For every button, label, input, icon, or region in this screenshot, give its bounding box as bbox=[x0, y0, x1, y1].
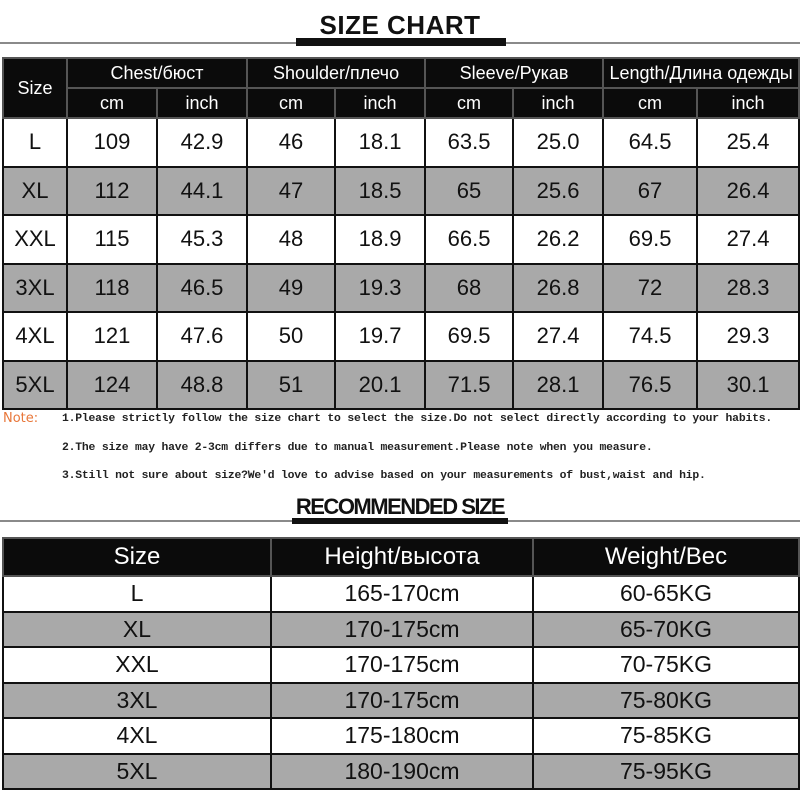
size-cell: 5XL bbox=[3, 361, 67, 410]
recommended-size-table bbox=[2, 537, 800, 790]
rec-weight-cell: 75-85KG bbox=[533, 718, 799, 754]
rec-height-header: Height/высота bbox=[271, 538, 533, 576]
length-cm-cell: 69.5 bbox=[603, 215, 697, 264]
unit-header-cm: cm bbox=[603, 88, 697, 118]
sleeve-inch-cell: 26.8 bbox=[513, 264, 603, 313]
rec-height-cell: 170-175cm bbox=[271, 612, 533, 648]
sleeve-inch-cell: 26.2 bbox=[513, 215, 603, 264]
rec-weight-cell: 75-80KG bbox=[533, 683, 799, 719]
size-cell: 4XL bbox=[3, 312, 67, 361]
size-cell: 3XL bbox=[3, 264, 67, 313]
sleeve-cm-cell: 68 bbox=[425, 264, 513, 313]
chest-cm-cell: 121 bbox=[67, 312, 157, 361]
note-label: Note: bbox=[3, 411, 39, 426]
length-cm-cell: 74.5 bbox=[603, 312, 697, 361]
table-row bbox=[3, 754, 799, 790]
length-inch-cell: 27.4 bbox=[697, 215, 799, 264]
chest-inch-cell: 46.5 bbox=[157, 264, 247, 313]
chest-inch-cell: 42.9 bbox=[157, 118, 247, 167]
rec-height-cell: 175-180cm bbox=[271, 718, 533, 754]
sleeve-cm-cell: 66.5 bbox=[425, 215, 513, 264]
shoulder-group-header: Shoulder/плечо bbox=[247, 58, 425, 88]
sleeve-inch-cell: 25.0 bbox=[513, 118, 603, 167]
chest-cm-cell: 118 bbox=[67, 264, 157, 313]
length-inch-cell: 25.4 bbox=[697, 118, 799, 167]
table-row bbox=[3, 718, 799, 754]
table-row bbox=[3, 576, 799, 612]
sleeve-inch-cell: 28.1 bbox=[513, 361, 603, 410]
shoulder-cm-cell: 50 bbox=[247, 312, 335, 361]
unit-header-inch: inch bbox=[513, 88, 603, 118]
chest-inch-cell: 48.8 bbox=[157, 361, 247, 410]
rec-weight-header: Weight/Вес bbox=[533, 538, 799, 576]
table-row bbox=[3, 647, 799, 683]
rec-height-cell: 170-175cm bbox=[271, 683, 533, 719]
shoulder-cm-cell: 47 bbox=[247, 167, 335, 216]
notes-section bbox=[0, 408, 800, 488]
sleeve-cm-cell: 65 bbox=[425, 167, 513, 216]
note-line: 1.Please strictly follow the size chart to select the size.Do not select directly according to your habits. bbox=[62, 413, 772, 425]
sleeve-inch-cell: 27.4 bbox=[513, 312, 603, 361]
note-line: 2.The size may have 2-3cm differs due to manual measurement.Please note when you measure. bbox=[62, 442, 653, 454]
shoulder-inch-cell: 19.3 bbox=[335, 264, 425, 313]
rec-weight-cell: 75-95KG bbox=[533, 754, 799, 790]
sleeve-cm-cell: 71.5 bbox=[425, 361, 513, 410]
length-cm-cell: 72 bbox=[603, 264, 697, 313]
chest-cm-cell: 124 bbox=[67, 361, 157, 410]
sleeve-cm-cell: 63.5 bbox=[425, 118, 513, 167]
recommended-title: RECOMMENDED SIZE bbox=[295, 494, 505, 519]
rec-weight-cell: 65-70KG bbox=[533, 612, 799, 648]
sleeve-cm-cell: 69.5 bbox=[425, 312, 513, 361]
length-cm-cell: 76.5 bbox=[603, 361, 697, 410]
rec-height-cell: 180-190cm bbox=[271, 754, 533, 790]
recommended-title-bar bbox=[0, 486, 800, 530]
length-cm-cell: 64.5 bbox=[603, 118, 697, 167]
rec-size-cell: XL bbox=[3, 612, 271, 648]
shoulder-cm-cell: 46 bbox=[247, 118, 335, 167]
shoulder-cm-cell: 49 bbox=[247, 264, 335, 313]
length-inch-cell: 28.3 bbox=[697, 264, 799, 313]
rec-weight-cell: 60-65KG bbox=[533, 576, 799, 612]
shoulder-inch-cell: 20.1 bbox=[335, 361, 425, 410]
length-inch-cell: 30.1 bbox=[697, 361, 799, 410]
size-cell: XL bbox=[3, 167, 67, 216]
unit-header-cm: cm bbox=[247, 88, 335, 118]
rec-size-cell: 3XL bbox=[3, 683, 271, 719]
unit-header-cm: cm bbox=[425, 88, 513, 118]
length-cm-cell: 67 bbox=[603, 167, 697, 216]
unit-header-inch: inch bbox=[157, 88, 247, 118]
chest-inch-cell: 45.3 bbox=[157, 215, 247, 264]
table-row bbox=[3, 312, 799, 361]
rec-height-cell: 170-175cm bbox=[271, 647, 533, 683]
size-cell: L bbox=[3, 118, 67, 167]
table-row bbox=[3, 612, 799, 648]
rec-size-header: Size bbox=[3, 538, 271, 576]
note-line: 3.Still not sure about size?We'd love to advise based on your measurements of bust,waist and hip. bbox=[62, 470, 706, 482]
chest-cm-cell: 115 bbox=[67, 215, 157, 264]
shoulder-cm-cell: 48 bbox=[247, 215, 335, 264]
size-cell: XXL bbox=[3, 215, 67, 264]
sleeve-group-header: Sleeve/Рукав bbox=[425, 58, 603, 88]
unit-header-inch: inch bbox=[697, 88, 799, 118]
table-row bbox=[3, 683, 799, 719]
table-row bbox=[3, 167, 799, 216]
size-column-header: Size bbox=[3, 58, 67, 118]
table-row bbox=[3, 361, 799, 410]
table-row bbox=[3, 118, 799, 167]
size-chart-table bbox=[2, 57, 800, 410]
unit-header-inch: inch bbox=[335, 88, 425, 118]
table-row bbox=[3, 264, 799, 313]
table-row bbox=[3, 215, 799, 264]
rec-weight-cell: 70-75KG bbox=[533, 647, 799, 683]
size-chart-title: SIZE CHART bbox=[319, 10, 481, 40]
rec-height-cell: 165-170cm bbox=[271, 576, 533, 612]
rec-size-cell: 4XL bbox=[3, 718, 271, 754]
shoulder-inch-cell: 18.9 bbox=[335, 215, 425, 264]
size-chart-title-bar bbox=[0, 0, 800, 56]
unit-header-cm: cm bbox=[67, 88, 157, 118]
length-inch-cell: 29.3 bbox=[697, 312, 799, 361]
shoulder-cm-cell: 51 bbox=[247, 361, 335, 410]
shoulder-inch-cell: 18.5 bbox=[335, 167, 425, 216]
rec-size-cell: L bbox=[3, 576, 271, 612]
rec-size-cell: XXL bbox=[3, 647, 271, 683]
chest-cm-cell: 112 bbox=[67, 167, 157, 216]
length-group-header: Length/Длина одежды bbox=[603, 58, 799, 88]
chest-inch-cell: 47.6 bbox=[157, 312, 247, 361]
chest-cm-cell: 109 bbox=[67, 118, 157, 167]
chest-inch-cell: 44.1 bbox=[157, 167, 247, 216]
rec-size-cell: 5XL bbox=[3, 754, 271, 790]
shoulder-inch-cell: 18.1 bbox=[335, 118, 425, 167]
chest-group-header: Chest/бюст bbox=[67, 58, 247, 88]
length-inch-cell: 26.4 bbox=[697, 167, 799, 216]
sleeve-inch-cell: 25.6 bbox=[513, 167, 603, 216]
shoulder-inch-cell: 19.7 bbox=[335, 312, 425, 361]
